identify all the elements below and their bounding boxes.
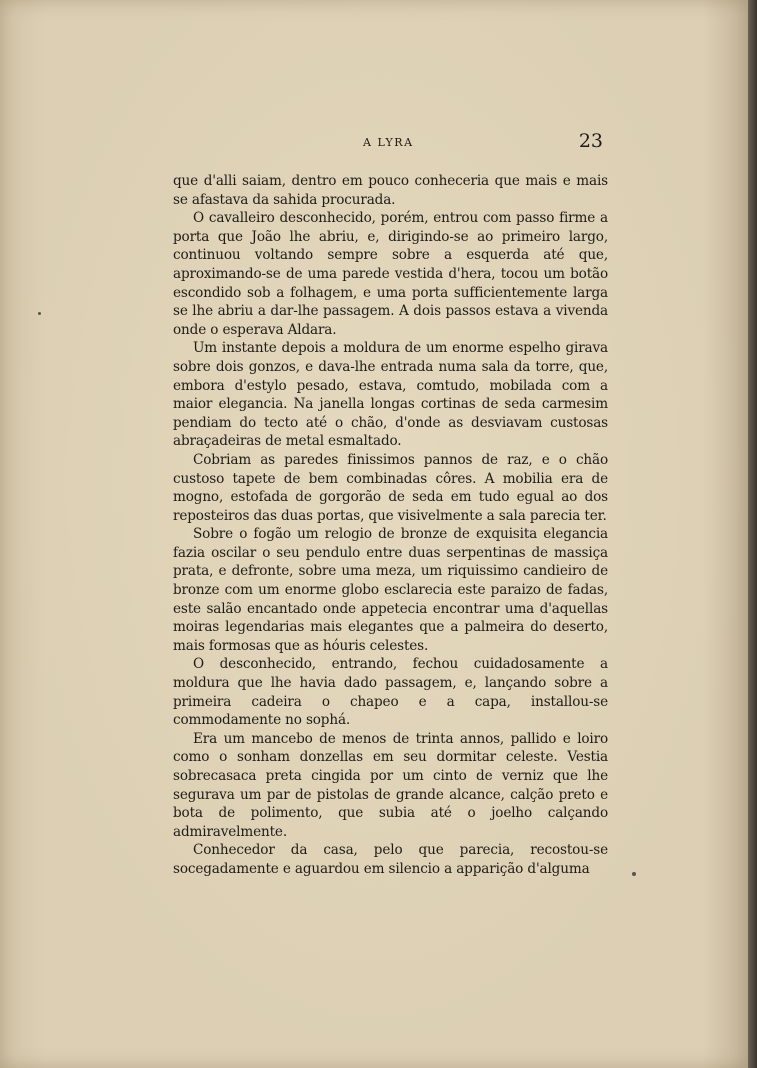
paragraph: que d'alli saiam, dentro em pouco conheceria que mais e mais se afastava da sahida procurada. [173,173,608,208]
paragraph: O desconhecido, entrando, fechou cuidadosamente a moldura que lhe havia dado passagem, e, lançando sobre a primeira cadeira o chapeo e a capa, installou-se commodamente no sophá. [173,656,608,729]
paragraph: Era um mancebo de menos de trinta annos, pallido e loiro como o sonham donzellas em seu dormitar celeste. Vestia sobrecasaca preta cingida por um cinto de verniz que lhe segurava um par de pistolas de grande alcance, calção preto e bota de polimento, que subia até o joelho calçando admiravelmente. [173,730,608,840]
paragraph: Sobre o fogão um relogio de bronze de exquisita elegancia fazia oscilar o seu pendulo entre duas serpentinas de massiça prata, e defronte, sobre uma meza, um riquissimo candieiro de bronze com um enorme globo esclarecia este paraizo de fadas, este salão encantado onde appetecia encontrar uma d'aquellas moiras legendarias mais elegantes que a palmeira do deserto, mais formosas que as hóuris celestes. [173,526,608,654]
paper-speck [38,312,41,315]
paragraph: Conhecedor da casa, pelo que parecia, recostou-se socegadamente e aguardou em silencio a apparição d'alguma [173,842,608,877]
page-header [173,132,603,156]
page-edge-shadow [748,0,757,1068]
running-title: A LYRA [363,136,414,149]
page-number: 23 [578,130,603,152]
body-text [173,172,608,879]
paragraph: O cavalleiro desconhecido, porém, entrou com passo firme a porta que João lhe abriu, e, dirigindo-se ao primeiro largo, continuou voltando sempre sobre a esquerda até que, aproximando-se de uma parede vestida d'hera, tocou um botão escondido sob a folhagem, e uma porta sufficientemente larga se lhe abriu a dar-lhe passagem. A dois passos estava a vivenda onde o esperava Aldara. [173,210,608,338]
paragraph: Cobriam as paredes finissimos pannos de raz, e o chão custoso tapete de bem combinadas côres. A mobilia era de mogno, estofada de gorgorão de seda em tudo egual ao dos reposteiros das duas portas, que visivelmente a sala parecia ter. [173,451,608,524]
paper-speck [632,872,636,876]
paragraph: Um instante depois a moldura de um enorme espelho girava sobre dois gonzos, e dava-lhe entrada numa sala da torre, que, embora d'estylo pesado, estava, comtudo, mobilada com a maior elegancia. Na janella longas cortinas de seda carmesim pendiam do tecto até o chão, d'onde as desviavam custosas abraçadeiras de metal esmaltado. [173,340,608,450]
